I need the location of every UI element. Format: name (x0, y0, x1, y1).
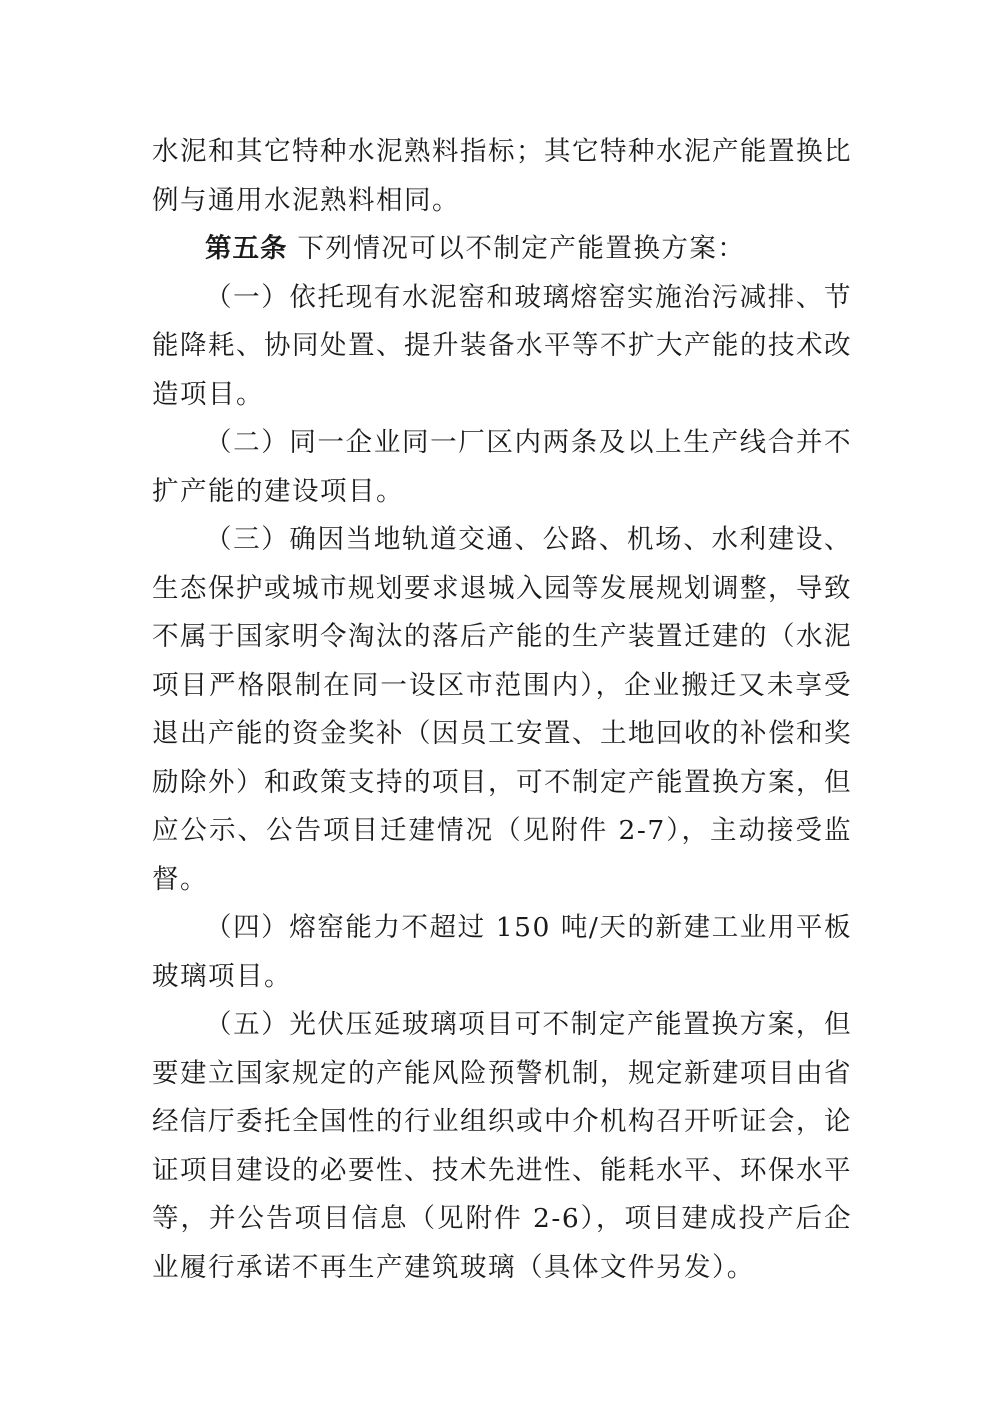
article-5-label: 第五条 (205, 233, 288, 264)
document-body (152, 128, 852, 1292)
item-5-paragraph: （五）光伏压延玻璃项目可不制定产能置换方案，但要建立国家规定的产能风险预警机制，规定新建项目由省经信厅委托全国性的行业组织或中介机构召开听证会，论证项目建设的必要性、技术先进性、能耗水平、环保水平等，并公告项目信息（见附件 2-6），项目建成投产后企业履行承诺不再生产建筑玻璃（具体文件另发）。 (152, 1009, 852, 1283)
item-2-paragraph: （二）同一企业同一厂区内两条及以上生产线合并不扩产能的建设项目。 (152, 427, 852, 507)
article-5-heading (152, 225, 852, 274)
article-5-intro: 下列情况可以不制定产能置换方案： (287, 233, 746, 264)
item-1-paragraph: （一）依托现有水泥窑和玻璃熔窑实施治污减排、节能降耗、协同处置、提升装备水平等不扩大产能的技术改造项目。 (152, 281, 852, 410)
item-4-paragraph: （四）熔窑能力不超过 150 吨/天的新建工业用平板玻璃项目。 (152, 912, 852, 992)
item-3-paragraph: （三）确因当地轨道交通、公路、机场、水利建设、生态保护或城市规划要求退城入园等发展规划调整，导致不属于国家明令淘汰的落后产能的生产装置迁建的（水泥项目严格限制在同一设区市范围内），企业搬迁又未享受退出产能的资金奖补（因员工安置、土地回收的补偿和奖励除外）和政策支持的项目，可不制定产能置换方案，但应公示、公告项目迁建情况（见附件 2-7），主动接受监督。 (152, 524, 852, 895)
continuation-paragraph: 水泥和其它特种水泥熟料指标；其它特种水泥产能置换比例与通用水泥熟料相同。 (152, 136, 852, 216)
